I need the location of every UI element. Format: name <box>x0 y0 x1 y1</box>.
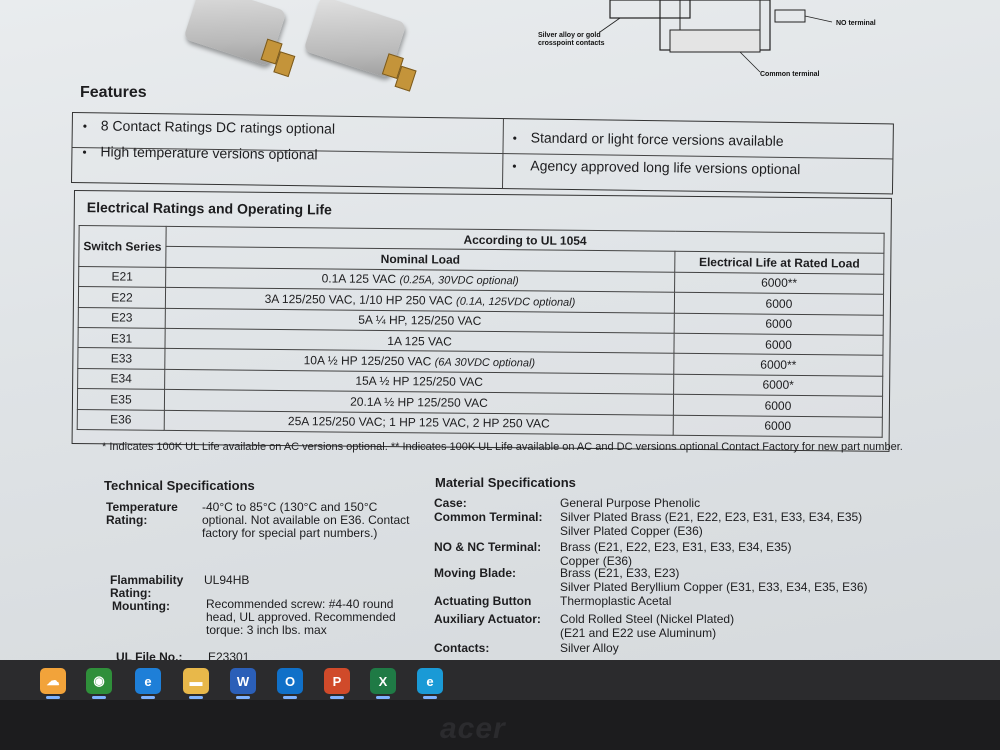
features-box <box>71 112 894 194</box>
word-icon[interactable]: W <box>230 668 256 694</box>
nominal-load-cell: 25A 125/250 VAC; 1 HP 125 VAC, 2 HP 250 VAC <box>164 410 673 435</box>
ul-file-label: UL File No.: <box>116 650 183 660</box>
switch-image-2 <box>303 0 407 78</box>
feature-item-4: • Agency approved long life versions optional <box>512 157 801 178</box>
material-label: Case: <box>434 496 467 510</box>
series-cell: E36 <box>77 409 164 430</box>
taskbar-active-indicator <box>283 696 297 699</box>
material-value: Brass (E21, E22, E23, E31, E33, E34, E35) <box>560 540 792 554</box>
material-value: Cold Rolled Steel (Nickel Plated) <box>560 612 735 626</box>
flammability-rating-label: Flammability Rating: <box>110 573 184 600</box>
diagram-label-contacts: Silver alloy or gold crosspoint contacts <box>538 32 605 47</box>
excel-icon[interactable]: X <box>370 668 396 694</box>
material-label: Moving Blade: <box>434 566 517 580</box>
header-electrical-life: Electrical Life at Rated Load <box>675 252 884 274</box>
taskbar-active-indicator <box>376 696 390 699</box>
electrical-life-cell: 6000 <box>673 394 882 416</box>
material-label: Actuating Button <box>434 594 532 608</box>
temperature-rating-label: Temperature Rating: <box>106 500 178 527</box>
material-label: Auxiliary Actuator: <box>434 612 541 626</box>
diagram-label-no-terminal: NO terminal <box>836 20 876 27</box>
material-label: Common Terminal: <box>434 510 543 524</box>
ul-file-value: E23301 <box>208 650 250 660</box>
switch-image-1 <box>183 0 287 66</box>
nominal-load-cell: 1A 125 VAC <box>165 328 674 353</box>
edge-icon[interactable]: e <box>417 668 443 694</box>
material-value: Silver Plated Brass (E21, E22, E23, E31, E33, E34, E35) <box>560 510 863 524</box>
electrical-life-cell: 6000 <box>673 415 882 437</box>
technical-specs-heading: Technical Specifications <box>104 478 255 493</box>
material-value-line2: (E21 and E22 use Aluminum) <box>560 626 717 640</box>
electrical-ratings-title: Electrical Ratings and Operating Life <box>86 199 332 218</box>
series-cell: E23 <box>78 307 165 328</box>
taskbar <box>0 660 1000 700</box>
material-value: General Purpose Phenolic <box>560 496 701 510</box>
series-cell: E22 <box>78 287 165 308</box>
electrical-life-cell: 6000* <box>674 374 883 396</box>
flammability-rating-value: UL94HB <box>204 573 250 587</box>
material-value-line2: Silver Plated Beryllium Copper (E31, E33, E34, E35, E36) <box>560 580 868 594</box>
taskbar-active-indicator <box>423 696 437 699</box>
powerpoint-icon[interactable]: P <box>324 668 350 694</box>
series-cell: E31 <box>78 327 165 348</box>
electrical-ratings-table <box>77 225 885 438</box>
material-value-line2: Copper (E36) <box>560 554 633 568</box>
nominal-load-cell: 10A ½ HP 125/250 VAC (6A 30VDC optional) <box>165 349 674 374</box>
mounting-label: Mounting: <box>112 599 170 613</box>
nominal-load-cell: 20.1A ½ HP 125/250 VAC <box>164 390 673 415</box>
taskbar-active-indicator <box>189 696 203 699</box>
weather-icon[interactable]: ☁ <box>40 668 66 694</box>
material-specs-heading: Material Specifications <box>435 475 576 490</box>
material-label: Contacts: <box>434 641 490 655</box>
material-value-line2: Silver Plated Copper (E36) <box>560 524 703 538</box>
electrical-life-cell: 6000 <box>674 292 883 314</box>
material-label: NO & NC Terminal: <box>434 540 542 554</box>
electrical-ratings-box <box>72 190 892 452</box>
series-cell: E21 <box>79 266 166 287</box>
material-value: Silver Alloy <box>560 641 619 655</box>
outlook-icon[interactable]: O <box>277 668 303 694</box>
material-value: Thermoplastic Acetal <box>560 594 672 608</box>
taskbar-active-indicator <box>141 696 155 699</box>
header-nominal-load: Nominal Load <box>166 247 675 272</box>
taskbar-active-indicator <box>92 696 106 699</box>
chrome-icon[interactable]: ◉ <box>86 668 112 694</box>
taskbar-active-indicator <box>330 696 344 699</box>
feature-item-1: • 8 Contact Ratings DC ratings optional <box>82 117 336 137</box>
monitor-brand-logo: acer <box>440 712 506 745</box>
feature-item-2: • Standard or light force versions available <box>512 129 784 149</box>
diagram-label-common-terminal: Common terminal <box>760 71 820 78</box>
series-cell: E35 <box>77 389 164 410</box>
electrical-life-cell: 6000** <box>674 354 883 376</box>
nominal-load-cell: 3A 125/250 VAC, 1/10 HP 250 VAC (0.1A, 125VDC optional) <box>165 288 674 313</box>
features-heading: Features <box>80 84 147 101</box>
temperature-rating-value: -40°C to 85°C (130°C and 150°C optional. Not available on E36. Contact factory for special part numbers.) <box>202 500 410 540</box>
series-cell: E33 <box>78 348 165 369</box>
nominal-load-cell: 15A ½ HP 125/250 VAC <box>165 369 674 394</box>
nominal-load-cell: 0.1A 125 VAC (0.25A, 30VDC optional) <box>166 267 675 292</box>
electrical-life-cell: 6000 <box>674 333 883 355</box>
nominal-load-cell: 5A ¼ HP, 125/250 VAC <box>165 308 674 333</box>
header-switch-series: Switch Series <box>79 226 166 268</box>
taskbar-active-indicator <box>236 696 250 699</box>
ratings-footnote: * Indicates 100K UL Life available on AC versions optional. ** Indicates 100K UL Life available on AC and DC versions optional Contact Factory for new part number. <box>102 441 903 453</box>
internet-explorer-icon[interactable]: e <box>135 668 161 694</box>
material-value: Brass (E21, E33, E23) <box>560 566 680 580</box>
switch-diagram <box>560 0 890 85</box>
feature-item-3: • High temperature versions optional <box>82 143 318 163</box>
header-according-to: According to UL 1054 <box>166 226 884 253</box>
file-explorer-icon[interactable]: ▬ <box>183 668 209 694</box>
taskbar-active-indicator <box>46 696 60 699</box>
mounting-value: Recommended screw: #4-40 round head, UL approved. Recommended torque: 3 inch lbs. max <box>206 597 396 637</box>
electrical-life-cell: 6000 <box>674 313 883 335</box>
series-cell: E34 <box>78 368 165 389</box>
electrical-life-cell: 6000** <box>675 272 884 294</box>
